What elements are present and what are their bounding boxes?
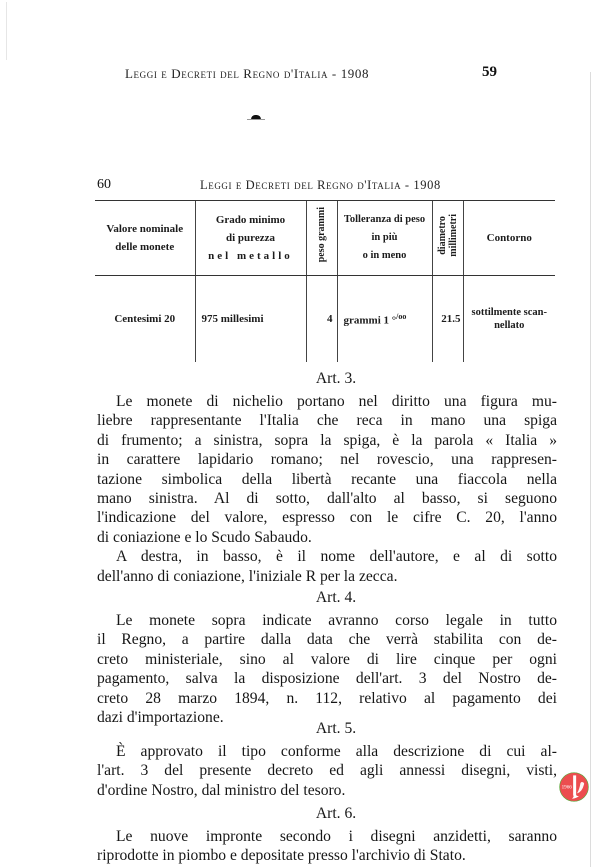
cell-contorno xyxy=(463,276,555,362)
text-line: l'indicazione del valore, espresso con le cifre C. 20, l'anno xyxy=(97,509,557,527)
article-3-paragraph-1 xyxy=(97,392,557,547)
tolleranza-value: grammi 1 ° xyxy=(343,314,397,327)
header-vertical-block xyxy=(437,214,459,257)
article-5-paragraph-1 xyxy=(97,742,557,800)
article-4-paragraph-1 xyxy=(97,611,557,727)
text-line: A destra, in basso, è il nome dell'autore, e al di sotto xyxy=(116,548,557,566)
page-number-inner: 60 xyxy=(97,177,111,192)
header-line: o in meno xyxy=(362,250,407,261)
text-line: d'ordine Nostro, dal ministro del tesoro. xyxy=(97,781,346,799)
text-line: l'art. 3 del presente decreto ed agli annessi disegni, visti, xyxy=(97,762,557,780)
text-line: liebre rappresentante l'Italia che reca in mano una spiga xyxy=(97,412,557,430)
text-line: È approvato il tipo conforme alla descrizione di cui al- xyxy=(116,743,557,760)
text-line: Le monete sopra indicate avranno corso legale in tutto xyxy=(116,612,557,629)
header-line: peso grammi xyxy=(316,207,327,263)
text-line: tazione simbolica della libertà recante una fiaccola nella xyxy=(97,470,557,488)
running-head-top: Leggi e Decreti del Regno d'Italia - 1908 xyxy=(125,66,370,81)
contorno-line: nellato xyxy=(494,320,525,331)
contorno-line: sottilmente scan- xyxy=(471,307,548,318)
cell-tolleranza xyxy=(337,276,432,362)
table-header-row xyxy=(95,201,555,275)
text-line: il Regno, a partire dalla data che verrà stabilita con de- xyxy=(97,631,557,649)
tolleranza-unit: /oo xyxy=(396,311,407,321)
text-line: di frumento; a sinistra, sopra la spiga, è la parola « Italia » xyxy=(97,431,557,449)
header-line: millimetri xyxy=(447,213,459,257)
article-3-title: Art. 3. xyxy=(315,370,357,387)
printer-ornament-icon xyxy=(251,115,261,120)
header-line: Tolleranza di peso xyxy=(343,214,426,225)
header-grado-minimo xyxy=(195,201,306,275)
text-line: riprodotte in piombo e depositate presso l'archivio di Stato. xyxy=(97,847,466,865)
text-line: in carattere lapidario romano; nel rovescio, una rappresen- xyxy=(97,451,557,469)
text-line: di coniazione e lo Scudo Sabaudo. xyxy=(97,528,312,546)
text-line: dazi d'importazione. xyxy=(97,709,224,727)
article-4-body xyxy=(97,611,557,727)
coin-specification-table xyxy=(95,200,555,362)
header-diametro xyxy=(432,201,463,275)
cell-valore: Centesimi 20 xyxy=(114,313,176,325)
text-line: creto 28 marzo 1894, n. 112, relativo al pagamento dei xyxy=(97,689,557,707)
header-line: delle monete xyxy=(115,241,175,253)
page-number-top: 59 xyxy=(482,64,497,80)
header-line: Contorno xyxy=(486,232,532,244)
article-4-title: Art. 4. xyxy=(315,589,357,606)
header-line: Valore nominale xyxy=(106,223,184,235)
header-line: in più xyxy=(371,232,398,243)
cell-diametro: 21.5 xyxy=(432,276,463,362)
header-line: di purezza xyxy=(226,232,275,244)
header-tolleranza xyxy=(337,201,432,275)
article-6-paragraph-1 xyxy=(97,827,557,866)
header-line: Grado minimo xyxy=(215,214,286,226)
article-6-title: Art. 6. xyxy=(315,805,357,822)
article-6-body xyxy=(97,827,557,866)
text-line: dell'anno di coniazione, l'iniziale R per la zecca. xyxy=(97,567,398,585)
header-line: diametro xyxy=(436,215,448,255)
article-5-body xyxy=(97,742,557,800)
running-head-inner: Leggi e Decreti del Regno d'Italia - 1908 xyxy=(200,178,441,192)
header-peso-grammi xyxy=(306,201,337,275)
article-3-body xyxy=(97,392,557,586)
stamp-year: 1966 xyxy=(561,784,572,791)
scan-edge-line xyxy=(590,72,591,867)
text-line: Le nuove impronte secondo i disegni anzidetti, saranno xyxy=(116,828,557,845)
text-line: mano sinistra. Al di sotto, dall'alto al basso, si seguono xyxy=(97,490,557,508)
header-line: nel metallo xyxy=(208,250,293,262)
cell-grado: 975 millesimi xyxy=(195,276,306,362)
library-stamp-icon xyxy=(559,772,589,802)
header-valore-nominale xyxy=(95,201,195,275)
text-line: Le monete di nichelio portano nel diritto una figura mu- xyxy=(116,393,557,410)
text-line: pagamento, salva la disposizione dell'art. 3 del Nostro de- xyxy=(97,670,557,688)
table-row xyxy=(95,276,555,362)
header-contorno xyxy=(463,201,555,275)
article-5-title: Art. 5. xyxy=(315,720,357,737)
scan-edge-line xyxy=(6,2,7,60)
text-line: creto ministeriale, sino al valore di lire cinque per ogni xyxy=(97,650,557,668)
article-3-paragraph-2 xyxy=(97,547,557,586)
cell-peso: 4 xyxy=(306,276,337,362)
